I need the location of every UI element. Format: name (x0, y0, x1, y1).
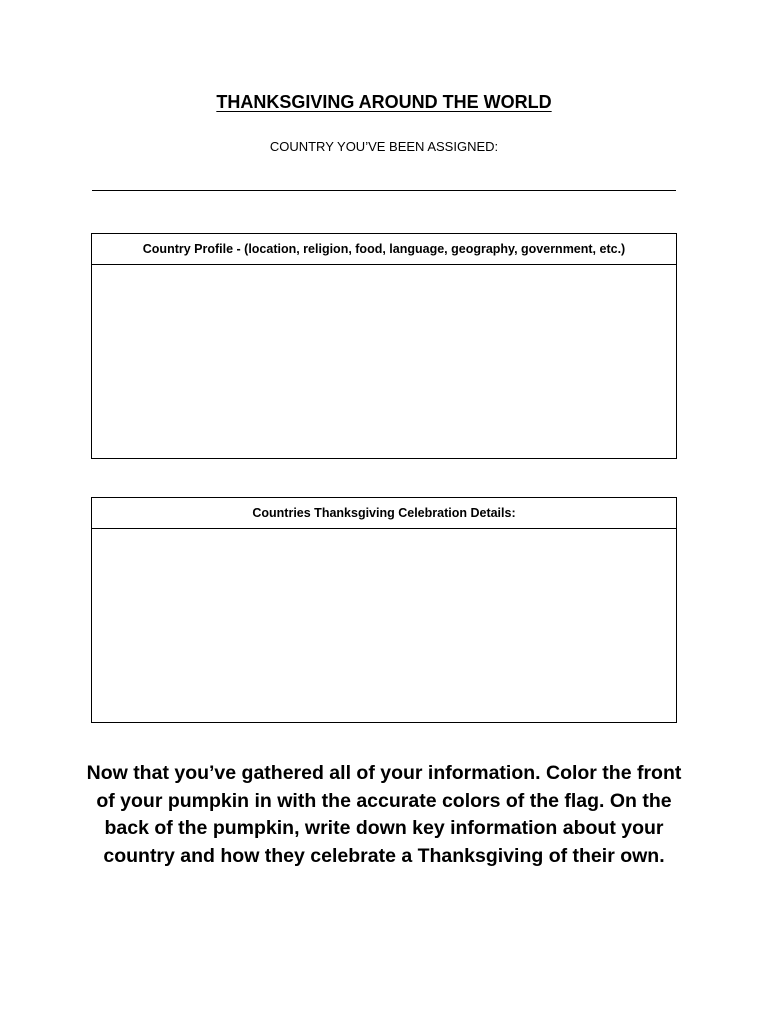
celebration-details-header: Countries Thanksgiving Celebration Details: (92, 498, 676, 529)
country-profile-answer-area[interactable] (92, 265, 676, 458)
pumpkin-instructions: Now that you’ve gathered all of your information. Color the front of your pumpkin in with the accurate colors of the flag. On the back of the pumpkin, write down key information about your country and how they celebrate a Thanksgiving of their own. (86, 762, 682, 867)
country-profile-box (91, 233, 677, 459)
country-answer-line[interactable] (92, 190, 676, 191)
country-profile-header: Country Profile - (location, religion, food, language, geography, government, etc.) (92, 234, 676, 265)
country-assigned-label: COUNTRY YOU’VE BEEN ASSIGNED: (269, 139, 499, 154)
celebration-details-answer-area[interactable] (92, 529, 676, 722)
celebration-details-box (91, 497, 677, 723)
page-title: THANKSGIVING AROUND THE WORLD (216, 92, 552, 112)
